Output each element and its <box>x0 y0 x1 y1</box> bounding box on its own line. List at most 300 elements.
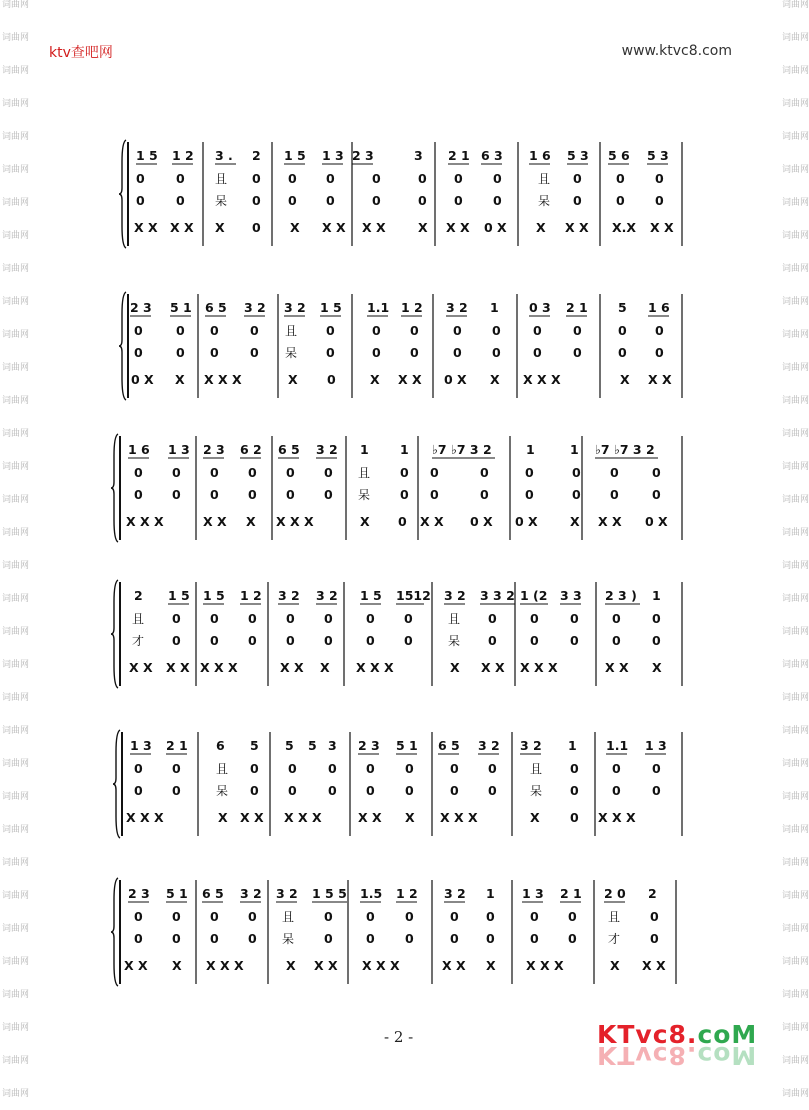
instrument-part: 0 <box>655 193 664 208</box>
instrument-part: 0 <box>430 465 439 480</box>
instrument-part: 0 <box>134 909 143 924</box>
instrument-part: 0 <box>134 465 143 480</box>
melody-note: 2 <box>648 886 657 901</box>
instrument-part: 且 <box>285 324 298 338</box>
melody-note: 1 5 <box>203 588 225 603</box>
instrument-part: 0 <box>324 611 333 626</box>
instrument-part: 0 <box>616 171 625 186</box>
instrument-part: 且 <box>358 466 371 480</box>
percussion-note: X <box>620 372 630 387</box>
percussion-note: 0 <box>570 810 579 825</box>
melody-note: 3 2 <box>278 588 300 603</box>
percussion-note: X X <box>134 220 158 235</box>
instrument-part: 0 <box>210 487 219 502</box>
instrument-part: 0 <box>616 193 625 208</box>
melody-note: 1 <box>400 442 409 457</box>
instrument-part: 0 <box>210 465 219 480</box>
melody-note: 5 3 <box>567 148 589 163</box>
instrument-part: 0 <box>176 323 185 338</box>
percussion-note: X X X <box>440 810 478 825</box>
melody-note: 3 3 <box>560 588 582 603</box>
instrument-part: 呆 <box>448 634 461 648</box>
instrument-part: 0 <box>172 465 181 480</box>
instrument-part: 0 <box>533 323 542 338</box>
percussion-note: X X <box>166 660 190 675</box>
instrument-part: 0 <box>366 783 375 798</box>
melody-note: 2 <box>252 148 261 163</box>
melody-note: 2 <box>134 588 143 603</box>
melody-note: 5 <box>618 300 627 315</box>
percussion-note: X X <box>446 220 470 235</box>
percussion-note: X <box>172 958 182 973</box>
melody-note: 6 <box>216 738 225 753</box>
instrument-part: 0 <box>450 783 459 798</box>
instrument-part: 0 <box>533 345 542 360</box>
instrument-part: 0 <box>418 171 427 186</box>
instrument-part: 0 <box>250 783 259 798</box>
instrument-part: 0 <box>134 323 143 338</box>
instrument-part: 0 <box>618 323 627 338</box>
instrument-part: 0 <box>618 345 627 360</box>
instrument-part: 且 <box>608 910 621 924</box>
instrument-part: 0 <box>372 193 381 208</box>
instrument-part: 0 <box>450 931 459 946</box>
instrument-part: 呆 <box>215 194 228 208</box>
percussion-note: X X X <box>598 810 636 825</box>
instrument-part: 0 <box>404 611 413 626</box>
site-name-header[interactable]: ktv查吧网 <box>49 45 113 61</box>
melody-note: ♭7 ♭7 3 2 <box>432 442 492 457</box>
melody-note: 5 6 <box>608 148 630 163</box>
instrument-part: 才 <box>132 634 145 648</box>
instrument-part: 0 <box>450 909 459 924</box>
melody-note: 2 3 ) <box>605 588 637 603</box>
instrument-part: 0 <box>328 783 337 798</box>
instrument-part: 0 <box>210 931 219 946</box>
melody-note: 2 1 <box>566 300 588 315</box>
percussion-note: X X <box>203 514 227 529</box>
melody-note: 2 3 <box>203 442 225 457</box>
melody-note: 1 <box>360 442 369 457</box>
instrument-part: 0 <box>134 487 143 502</box>
percussion-note: X <box>570 514 580 529</box>
instrument-part: 0 <box>286 465 295 480</box>
instrument-part: 呆 <box>530 784 543 798</box>
system-brace <box>113 730 120 838</box>
instrument-part: 0 <box>568 909 577 924</box>
instrument-part: 0 <box>652 611 661 626</box>
percussion-note: X X <box>322 220 346 235</box>
percussion-note: 0 <box>327 372 336 387</box>
percussion-note: X <box>286 958 296 973</box>
melody-note: 1 5 5 <box>312 886 347 901</box>
instrument-part: 且 <box>282 910 295 924</box>
instrument-part: 0 <box>652 487 661 502</box>
melody-note: 1 <box>526 442 535 457</box>
instrument-part: 0 <box>252 171 261 186</box>
melody-note: 6 5 <box>205 300 227 315</box>
instrument-part: 0 <box>488 783 497 798</box>
percussion-note: X <box>360 514 370 529</box>
watermark-strip-left: 词曲网 词曲网 词曲网 词曲网 词曲网 词曲网 词曲网 词曲网 词曲网 词曲网 词曲网 词曲网 词曲网 词曲网 词曲网 词曲网 词曲网 词曲网 词曲网 词曲网 词曲网 词曲网 词曲网 词曲网 词曲网 词曲网 词曲网 词曲网 词曲网 词曲网 词曲网 词曲网 词曲网 词曲网 <box>2 0 30 1099</box>
instrument-part: 呆 <box>282 932 295 946</box>
melody-note: 5 <box>308 738 317 753</box>
percussion-note: X X <box>642 958 666 973</box>
instrument-part: 0 <box>326 193 335 208</box>
percussion-note: 0 X <box>444 372 467 387</box>
instrument-part: 0 <box>570 611 579 626</box>
percussion-note: X X <box>565 220 589 235</box>
percussion-note: 0 X <box>484 220 507 235</box>
instrument-part: 0 <box>573 193 582 208</box>
instrument-part: 0 <box>493 193 502 208</box>
instrument-part: 0 <box>404 633 413 648</box>
melody-note: 1 2 <box>172 148 194 163</box>
instrument-part: 0 <box>134 783 143 798</box>
melody-note: 3 2 <box>276 886 298 901</box>
instrument-part: 0 <box>405 783 414 798</box>
instrument-part: 0 <box>454 171 463 186</box>
instrument-part: 0 <box>248 611 257 626</box>
instrument-part: 0 <box>652 465 661 480</box>
percussion-note: X <box>405 810 415 825</box>
instrument-part: 0 <box>172 909 181 924</box>
percussion-note: X X <box>481 660 505 675</box>
instrument-part: 0 <box>366 931 375 946</box>
instrument-part: 0 <box>248 633 257 648</box>
instrument-part: 0 <box>248 465 257 480</box>
instrument-part: 0 <box>573 323 582 338</box>
instrument-part: 0 <box>405 909 414 924</box>
melody-note: 1 2 <box>401 300 423 315</box>
instrument-part: 0 <box>172 931 181 946</box>
melody-note: 1 5 <box>284 148 306 163</box>
instrument-part: 0 <box>650 909 659 924</box>
percussion-note: 0 <box>252 220 261 235</box>
melody-note: 5 <box>285 738 294 753</box>
percussion-note: X X X <box>356 660 394 675</box>
instrument-part: 0 <box>328 761 337 776</box>
instrument-part: 0 <box>210 909 219 924</box>
system-brace <box>111 878 118 986</box>
instrument-part: 0 <box>400 487 409 502</box>
melody-note: 3 3 2 <box>480 588 515 603</box>
instrument-part: 0 <box>248 909 257 924</box>
logo-text: KTvc8.coM <box>597 1020 758 1049</box>
instrument-part: 且 <box>530 762 543 776</box>
percussion-note: X X <box>598 514 622 529</box>
page-number: - 2 - <box>384 1028 414 1046</box>
instrument-part: 0 <box>488 633 497 648</box>
percussion-note: 0 X <box>131 372 154 387</box>
instrument-part: 0 <box>324 465 333 480</box>
instrument-part: 0 <box>252 193 261 208</box>
instrument-part: 呆 <box>538 194 551 208</box>
percussion-note: X <box>370 372 380 387</box>
percussion-note: X X X <box>126 514 164 529</box>
instrument-part: 0 <box>652 633 661 648</box>
instrument-part: 0 <box>248 487 257 502</box>
instrument-part: 0 <box>570 783 579 798</box>
percussion-note: 0 X <box>515 514 538 529</box>
instrument-part: 0 <box>250 345 259 360</box>
melody-note: 3 2 <box>240 886 262 901</box>
instrument-part: 0 <box>530 611 539 626</box>
instrument-part: 0 <box>372 323 381 338</box>
melody-note: 0 3 <box>529 300 551 315</box>
instrument-part: 0 <box>453 345 462 360</box>
instrument-part: 0 <box>530 633 539 648</box>
percussion-note: X <box>215 220 225 235</box>
instrument-part: 0 <box>172 761 181 776</box>
melody-note: 2 3 <box>352 148 374 163</box>
instrument-part: 0 <box>248 931 257 946</box>
percussion-note: X <box>218 810 228 825</box>
percussion-note: X <box>418 220 428 235</box>
melody-note: 1 5 <box>168 588 190 603</box>
instrument-part: 0 <box>418 193 427 208</box>
instrument-part: 0 <box>250 323 259 338</box>
percussion-note: X X <box>648 372 672 387</box>
score-system <box>111 580 682 688</box>
melody-note: 1.1 <box>606 738 629 753</box>
percussion-note: X X <box>358 810 382 825</box>
instrument-part: 0 <box>250 761 259 776</box>
instrument-part: 0 <box>210 611 219 626</box>
percussion-note: 0 <box>398 514 407 529</box>
melody-note: 1 3 <box>322 148 344 163</box>
instrument-part: 0 <box>366 909 375 924</box>
instrument-part: 0 <box>176 193 185 208</box>
melody-note: 3 2 <box>284 300 306 315</box>
percussion-note: X <box>610 958 620 973</box>
melody-note: 3 2 <box>316 588 338 603</box>
instrument-part: 呆 <box>216 784 229 798</box>
site-url-header[interactable]: www.ktvc8.com <box>621 43 732 59</box>
site-logo[interactable] <box>597 1020 758 1090</box>
instrument-part: 0 <box>210 633 219 648</box>
melody-note: 2 3 <box>358 738 380 753</box>
watermark-strip-right: 词曲网 词曲网 词曲网 词曲网 词曲网 词曲网 词曲网 词曲网 词曲网 词曲网 词曲网 词曲网 词曲网 词曲网 词曲网 词曲网 词曲网 词曲网 词曲网 词曲网 词曲网 词曲网 词曲网 词曲网 词曲网 词曲网 词曲网 词曲网 词曲网 词曲网 词曲网 词曲网 词曲网 词曲网 <box>782 0 809 1099</box>
melody-note: 6 3 <box>481 148 503 163</box>
percussion-note: X <box>246 514 256 529</box>
melody-note: 3 2 <box>444 886 466 901</box>
instrument-part: 0 <box>652 761 661 776</box>
instrument-part: 0 <box>372 345 381 360</box>
melody-note: 5 <box>250 738 259 753</box>
instrument-part: 0 <box>488 761 497 776</box>
percussion-note: 0 X <box>645 514 668 529</box>
percussion-note: X <box>320 660 330 675</box>
percussion-note: X X X <box>523 372 561 387</box>
melody-note: 1 3 <box>130 738 152 753</box>
instrument-part: 0 <box>486 909 495 924</box>
melody-note: 3 2 <box>316 442 338 457</box>
melody-note: 1 <box>652 588 661 603</box>
system-brace <box>111 434 118 542</box>
instrument-part: 呆 <box>358 488 371 502</box>
melody-note: 5 3 <box>647 148 669 163</box>
instrument-part: 0 <box>136 193 145 208</box>
instrument-part: 0 <box>525 465 534 480</box>
percussion-note: X <box>450 660 460 675</box>
instrument-part: 0 <box>573 345 582 360</box>
percussion-note: X X <box>605 660 629 675</box>
percussion-note: X <box>290 220 300 235</box>
percussion-note: X <box>490 372 500 387</box>
percussion-note: X X X <box>204 372 242 387</box>
melody-note: 2 3 <box>128 886 150 901</box>
melody-note: 1 5 <box>320 300 342 315</box>
percussion-note: X <box>175 372 185 387</box>
instrument-part: 0 <box>430 487 439 502</box>
melody-note: 1 2 <box>240 588 262 603</box>
melody-note: ♭7 ♭7 3 2 <box>595 442 655 457</box>
melody-note: 5 1 <box>170 300 192 315</box>
percussion-note: X X <box>170 220 194 235</box>
instrument-part: 0 <box>492 345 501 360</box>
melody-note: 3 . <box>215 148 233 163</box>
instrument-part: 0 <box>610 465 619 480</box>
instrument-part: 0 <box>612 611 621 626</box>
instrument-part: 0 <box>286 611 295 626</box>
percussion-note: X <box>486 958 496 973</box>
instrument-part: 0 <box>372 171 381 186</box>
percussion-note: X X X <box>200 660 238 675</box>
instrument-part: 0 <box>486 931 495 946</box>
percussion-note: X X <box>398 372 422 387</box>
instrument-part: 0 <box>326 171 335 186</box>
melody-note: 2 1 <box>448 148 470 163</box>
logo-reflection: KTvc8.coM <box>597 1041 758 1070</box>
instrument-part: 0 <box>210 345 219 360</box>
instrument-part: 0 <box>134 761 143 776</box>
instrument-part: 0 <box>288 193 297 208</box>
instrument-part: 0 <box>366 611 375 626</box>
melody-note: 3 2 <box>446 300 468 315</box>
percussion-note: X X X <box>362 958 400 973</box>
percussion-note: X <box>652 660 662 675</box>
instrument-part: 0 <box>405 931 414 946</box>
score-system <box>113 730 682 838</box>
melody-note: 3 2 <box>478 738 500 753</box>
instrument-part: 0 <box>572 487 581 502</box>
melody-note: 5 1 <box>396 738 418 753</box>
system-brace <box>111 580 118 688</box>
instrument-part: 0 <box>288 761 297 776</box>
percussion-note: 0 X <box>470 514 493 529</box>
instrument-part: 0 <box>570 761 579 776</box>
melody-note: 3 2 <box>244 300 266 315</box>
melody-note: 3 2 <box>520 738 542 753</box>
score-system <box>111 878 676 986</box>
instrument-part: 0 <box>573 171 582 186</box>
score-system <box>111 434 682 542</box>
melody-note: 3 <box>414 148 423 163</box>
percussion-note: X <box>536 220 546 235</box>
instrument-part: 0 <box>288 783 297 798</box>
instrument-part: 且 <box>215 172 228 186</box>
melody-note: 6 5 <box>278 442 300 457</box>
percussion-note: X X X <box>276 514 314 529</box>
instrument-part: 且 <box>132 612 145 626</box>
instrument-part: 0 <box>176 345 185 360</box>
instrument-part: 0 <box>530 931 539 946</box>
instrument-part: 0 <box>366 633 375 648</box>
instrument-part: 0 <box>405 761 414 776</box>
instrument-part: 0 <box>324 633 333 648</box>
percussion-note: X X X <box>520 660 558 675</box>
instrument-part: 0 <box>610 487 619 502</box>
instrument-part: 0 <box>453 323 462 338</box>
melody-note: 2 1 <box>166 738 188 753</box>
percussion-note: X X <box>314 958 338 973</box>
percussion-note: X X <box>240 810 264 825</box>
instrument-part: 0 <box>410 323 419 338</box>
instrument-part: 0 <box>612 783 621 798</box>
instrument-part: 0 <box>286 633 295 648</box>
melody-note: 6 5 <box>438 738 460 753</box>
percussion-note: X X <box>129 660 153 675</box>
melody-note: 1 6 <box>128 442 150 457</box>
melody-note: 3 2 <box>444 588 466 603</box>
instrument-part: 0 <box>172 611 181 626</box>
instrument-part: 0 <box>652 783 661 798</box>
system-brace <box>119 292 126 400</box>
score-system <box>119 140 682 248</box>
melody-note: 1 6 <box>529 148 551 163</box>
instrument-part: 且 <box>538 172 551 186</box>
melody-note: 2 3 <box>130 300 152 315</box>
instrument-part: 0 <box>655 323 664 338</box>
melody-note: 1 3 <box>168 442 190 457</box>
instrument-part: 0 <box>210 323 219 338</box>
instrument-part: 0 <box>568 931 577 946</box>
instrument-part: 0 <box>530 909 539 924</box>
melody-note: 1 <box>568 738 577 753</box>
melody-note: 1.5 <box>360 886 383 901</box>
instrument-part: 0 <box>480 465 489 480</box>
instrument-part: 0 <box>400 465 409 480</box>
instrument-part: 且 <box>216 762 229 776</box>
melody-note: 1 <box>490 300 499 315</box>
melody-note: 2 1 <box>560 886 582 901</box>
instrument-part: 0 <box>492 323 501 338</box>
melody-note: 1 (2 <box>520 588 548 603</box>
instrument-part: 0 <box>450 761 459 776</box>
percussion-note: X X X <box>206 958 244 973</box>
instrument-part: 0 <box>493 171 502 186</box>
instrument-part: 0 <box>288 171 297 186</box>
melody-note: 1 3 <box>522 886 544 901</box>
melody-note: 6 2 <box>240 442 262 457</box>
instrument-part: 0 <box>410 345 419 360</box>
instrument-part: 0 <box>324 487 333 502</box>
instrument-part: 且 <box>448 612 461 626</box>
melody-note: 5 1 <box>166 886 188 901</box>
percussion-note: X X <box>650 220 674 235</box>
melody-note: 1 5 <box>360 588 382 603</box>
instrument-part: 0 <box>134 345 143 360</box>
melody-note: 1 5 <box>136 148 158 163</box>
percussion-note: X X <box>420 514 444 529</box>
instrument-part: 0 <box>366 761 375 776</box>
percussion-note: X X X <box>126 810 164 825</box>
melody-note: 1 2 <box>396 886 418 901</box>
melody-note: 3 <box>328 738 337 753</box>
melody-note: 1 <box>570 442 579 457</box>
instrument-part: 0 <box>572 465 581 480</box>
